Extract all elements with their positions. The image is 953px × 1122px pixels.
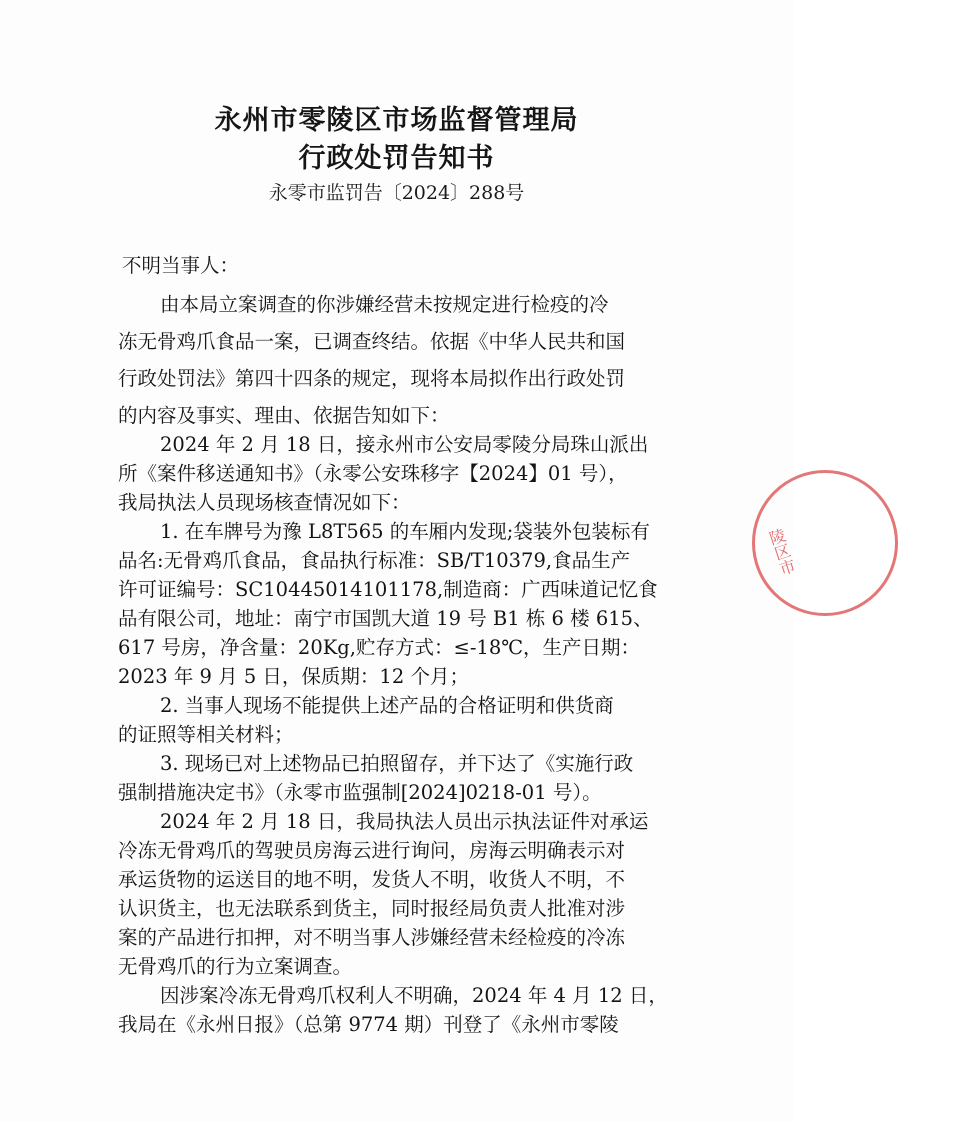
body-line: 2024 年 2 月 18 日，我局执法人员出示执法证件对承运: [160, 810, 649, 833]
body-line: 案的产品进行扣押，对不明当事人涉嫌经营未经检疫的冷冻: [118, 926, 626, 949]
document-title-type: 行政处罚告知书: [298, 143, 495, 174]
body-line: 的证照等相关材料；: [118, 723, 294, 746]
body-line: 无骨鸡爪的行为立案调查。: [118, 955, 353, 978]
body-line: 2. 当事人现场不能提供上述产品的合格证明和供货商: [160, 694, 614, 717]
body-line: 品名:无骨鸡爪食品，食品执行标准：SB/T10379,食品生产: [118, 549, 631, 572]
body-line: 冻无骨鸡爪食品一案，已调查终结。依据《中华人民共和国: [118, 330, 626, 353]
body-line: 617 号房，净含量：20Kg,贮存方式：≤-18℃，生产日期：: [118, 636, 641, 659]
body-line: 2023 年 9 月 5 日，保质期：12 个月；: [118, 665, 469, 688]
body-line: 的内容及事实、理由、依据告知如下：: [118, 404, 450, 427]
body-line: 强制措施决定书》（永零市监强制[2024]0218-01 号）。: [118, 781, 602, 804]
body-line: 因涉案冷冻无骨鸡爪权利人不明确，2024 年 4 月 12 日，: [160, 984, 668, 1007]
seal-text: 陵区市: [765, 526, 798, 578]
body-line: 我局执法人员现场核查情况如下：: [118, 491, 411, 514]
body-line: 许可证编号：SC10445014101178,制造商：广西味道记忆食: [118, 578, 658, 601]
body-line: 所《案件移送通知书》（永零公安珠移字【2024】01 号），: [118, 462, 628, 485]
body-line: 行政处罚法》第四十四条的规定，现将本局拟作出行政处罚: [118, 367, 626, 390]
body-line: 3. 现场已对上述物品已拍照留存，并下达了《实施行政: [160, 752, 634, 775]
document-title-agency: 永州市零陵区市场监督管理局: [214, 105, 579, 136]
body-line: 由本局立案调查的你涉嫌经营未按规定进行检疫的冷: [160, 293, 609, 316]
addressee-line: 不明当事人：: [122, 254, 240, 277]
body-line: 我局在《永州日报》（总第 9774 期）刊登了《永州市零陵: [118, 1013, 619, 1036]
document-number: 永零市监罚告〔2024〕288号: [268, 182, 525, 204]
body-line: 1. 在车牌号为豫 L8T565 的车厢内发现;袋装外包装标有: [160, 520, 650, 543]
body-line: 承运货物的运送目的地不明，发货人不明，收货人不明，不: [118, 868, 626, 891]
body-line: 冷冻无骨鸡爪的驾驶员房海云进行询问，房海云明确表示对: [118, 839, 626, 862]
body-line: 品有限公司，地址：南宁市国凯大道 19 号 B1 栋 6 楼 615、: [118, 607, 653, 630]
body-line: 2024 年 2 月 18 日，接永州市公安局零陵分局珠山派出: [160, 433, 649, 456]
body-line: 认识货主，也无法联系到货主，同时报经局负责人批准对涉: [118, 897, 626, 920]
